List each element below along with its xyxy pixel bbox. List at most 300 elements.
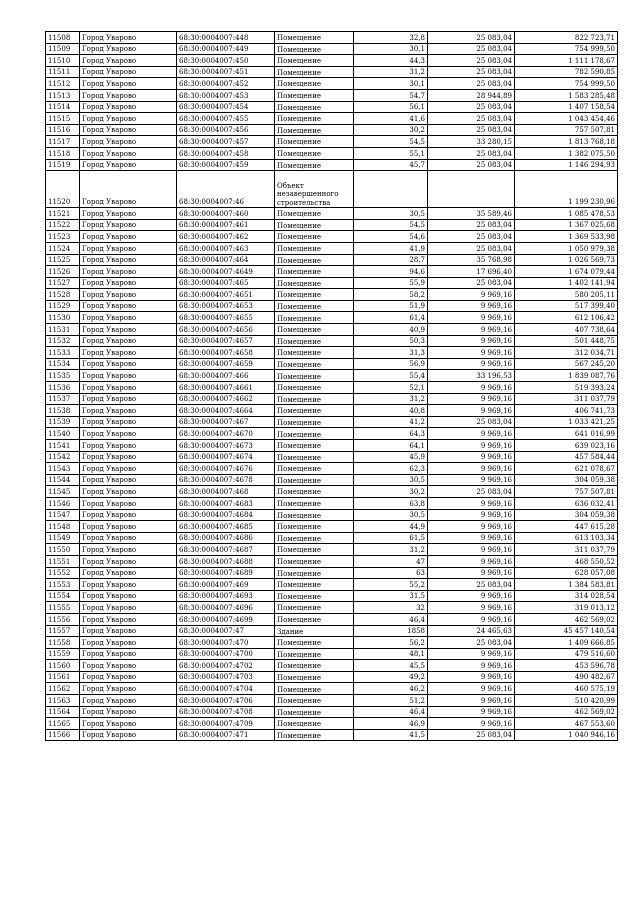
table-row xyxy=(46,347,618,359)
object-type-cell: Помещение xyxy=(275,335,354,347)
cadastral-number-cell: 68:30:0004007:454 xyxy=(177,101,275,113)
cadastral-value-cell: 567 245,20 xyxy=(515,358,618,370)
object-type-cell: Помещение xyxy=(275,113,354,125)
object-type-cell: Помещение xyxy=(275,463,354,475)
cadastral-number-cell: 68:30:0004007:469 xyxy=(177,579,275,591)
cadastral-number-cell: 68:30:0004007:459 xyxy=(177,159,275,171)
object-type-cell: Помещение xyxy=(275,590,354,602)
cadastral-value-cell: 304 059,38 xyxy=(515,474,618,486)
area-cell: 94,6 xyxy=(354,266,428,278)
table-row xyxy=(46,113,618,125)
row-number-cell: 11557 xyxy=(46,625,80,637)
cadastral-number-cell: 68:30:0004007:4664 xyxy=(177,405,275,417)
row-number-cell: 11523 xyxy=(46,231,80,243)
city-cell: Город Уварово xyxy=(80,254,177,266)
area-cell: 45,7 xyxy=(354,159,428,171)
cadastral-value-cell: 1 813 768,18 xyxy=(515,136,618,148)
area-cell: 30,1 xyxy=(354,43,428,55)
table-row xyxy=(46,625,618,637)
table-row xyxy=(46,637,618,649)
table-row xyxy=(46,521,618,533)
table-row xyxy=(46,370,618,382)
table-row xyxy=(46,147,618,159)
specific-value-cell: 9 969,16 xyxy=(428,428,515,440)
specific-value-cell: 9 969,16 xyxy=(428,602,515,614)
specific-value-cell: 25 083,04 xyxy=(428,113,515,125)
row-number-cell: 11535 xyxy=(46,370,80,382)
table-row xyxy=(46,451,618,463)
area-cell: 30,5 xyxy=(354,208,428,220)
area-cell xyxy=(354,171,428,208)
city-cell: Город Уварово xyxy=(80,266,177,278)
city-cell: Город Уварово xyxy=(80,660,177,672)
cadastral-number-cell: 68:30:0004007:4659 xyxy=(177,358,275,370)
cadastral-number-cell: 68:30:0004007:4662 xyxy=(177,393,275,405)
row-number-cell: 11524 xyxy=(46,242,80,254)
area-cell: 46,2 xyxy=(354,683,428,695)
object-type-cell: Помещение xyxy=(275,695,354,707)
area-cell: 31,5 xyxy=(354,590,428,602)
area-cell: 64,3 xyxy=(354,428,428,440)
specific-value-cell: 24 465,63 xyxy=(428,625,515,637)
area-cell: 40,8 xyxy=(354,405,428,417)
city-cell: Город Уварово xyxy=(80,393,177,405)
area-cell: 63,8 xyxy=(354,497,428,509)
row-number-cell: 11522 xyxy=(46,219,80,231)
area-cell: 41,9 xyxy=(354,242,428,254)
area-cell: 46,9 xyxy=(354,718,428,730)
cadastral-value-cell: 621 078,67 xyxy=(515,463,618,475)
area-cell: 62,3 xyxy=(354,463,428,475)
specific-value-cell: 9 969,16 xyxy=(428,324,515,336)
table-row xyxy=(46,208,618,220)
object-type-cell: Помещение xyxy=(275,683,354,695)
area-cell: 54,7 xyxy=(354,89,428,101)
row-number-cell: 11528 xyxy=(46,289,80,301)
row-number-cell: 11517 xyxy=(46,136,80,148)
cadastral-value-cell: 314 028,54 xyxy=(515,590,618,602)
cadastral-value-cell: 1 407 158,54 xyxy=(515,101,618,113)
cadastral-number-cell: 68:30:0004007:4674 xyxy=(177,451,275,463)
object-type-cell: Помещение xyxy=(275,242,354,254)
area-cell: 61,4 xyxy=(354,312,428,324)
area-cell: 30,1 xyxy=(354,78,428,90)
cadastral-number-cell: 68:30:0004007:4653 xyxy=(177,300,275,312)
area-cell: 56,9 xyxy=(354,358,428,370)
city-cell: Город Уварово xyxy=(80,695,177,707)
object-type-cell: Помещение xyxy=(275,147,354,159)
cadastral-value-cell: 312 034,71 xyxy=(515,347,618,359)
object-type-cell: Помещение xyxy=(275,602,354,614)
city-cell: Город Уварово xyxy=(80,335,177,347)
specific-value-cell: 9 969,16 xyxy=(428,509,515,521)
object-type-cell: Помещение xyxy=(275,579,354,591)
row-number-cell: 11521 xyxy=(46,208,80,220)
object-type-cell: Помещение xyxy=(275,648,354,660)
cadastral-number-cell: 68:30:0004007:463 xyxy=(177,242,275,254)
area-cell: 32,8 xyxy=(354,32,428,44)
city-cell: Город Уварово xyxy=(80,242,177,254)
specific-value-cell: 25 083,04 xyxy=(428,729,515,741)
object-type-cell: Помещение xyxy=(275,347,354,359)
object-type-cell: Помещение xyxy=(275,159,354,171)
area-cell: 51,9 xyxy=(354,300,428,312)
cadastral-number-cell: 68:30:0004007:4693 xyxy=(177,590,275,602)
cadastral-number-cell: 68:30:0004007:466 xyxy=(177,370,275,382)
specific-value-cell: 25 083,04 xyxy=(428,43,515,55)
city-cell: Город Уварово xyxy=(80,136,177,148)
row-number-cell: 11514 xyxy=(46,101,80,113)
row-number-cell: 11551 xyxy=(46,555,80,567)
object-type-cell: Помещение xyxy=(275,555,354,567)
cadastral-number-cell: 68:30:0004007:4658 xyxy=(177,347,275,359)
row-number-cell: 11548 xyxy=(46,521,80,533)
cadastral-value-cell: 311 037,79 xyxy=(515,393,618,405)
object-type-cell: Помещение xyxy=(275,521,354,533)
city-cell: Город Уварово xyxy=(80,312,177,324)
table-row xyxy=(46,242,618,254)
object-type-cell: Помещение xyxy=(275,393,354,405)
row-number-cell: 11515 xyxy=(46,113,80,125)
city-cell: Город Уварово xyxy=(80,451,177,463)
row-number-cell: 11508 xyxy=(46,32,80,44)
specific-value-cell: 25 083,04 xyxy=(428,486,515,498)
cadastral-number-cell: 68:30:0004007:4676 xyxy=(177,463,275,475)
table-row xyxy=(46,289,618,301)
row-number-cell: 11561 xyxy=(46,671,80,683)
cadastral-value-cell: 1 199 230,96 xyxy=(515,171,618,208)
specific-value-cell: 9 969,16 xyxy=(428,289,515,301)
cadastral-number-cell: 68:30:0004007:456 xyxy=(177,124,275,136)
cadastral-value-cell: 447 615,28 xyxy=(515,521,618,533)
area-cell: 30,2 xyxy=(354,486,428,498)
cadastral-value-cell: 467 553,60 xyxy=(515,718,618,730)
city-cell: Город Уварово xyxy=(80,147,177,159)
area-cell: 46,4 xyxy=(354,613,428,625)
cadastral-value-cell: 636 032,41 xyxy=(515,497,618,509)
object-type-cell: Помещение xyxy=(275,729,354,741)
city-cell: Город Уварово xyxy=(80,683,177,695)
city-cell: Город Уварово xyxy=(80,219,177,231)
specific-value-cell: 9 969,16 xyxy=(428,405,515,417)
table-row xyxy=(46,358,618,370)
cadastral-number-cell: 68:30:0004007:470 xyxy=(177,637,275,649)
area-cell: 44,9 xyxy=(354,521,428,533)
cadastral-number-cell: 68:30:0004007:458 xyxy=(177,147,275,159)
row-number-cell: 11509 xyxy=(46,43,80,55)
table-row xyxy=(46,671,618,683)
area-cell: 54,6 xyxy=(354,231,428,243)
object-type-cell: Помещение xyxy=(275,289,354,301)
specific-value-cell: 17 696,40 xyxy=(428,266,515,278)
specific-value-cell: 9 969,16 xyxy=(428,648,515,660)
specific-value-cell: 25 083,04 xyxy=(428,66,515,78)
city-cell: Город Уварово xyxy=(80,101,177,113)
row-number-cell: 11558 xyxy=(46,637,80,649)
row-number-cell: 11542 xyxy=(46,451,80,463)
table-row xyxy=(46,683,618,695)
area-cell: 58,2 xyxy=(354,289,428,301)
city-cell: Город Уварово xyxy=(80,55,177,67)
object-type-cell: Помещение xyxy=(275,532,354,544)
area-cell: 30,2 xyxy=(354,124,428,136)
specific-value-cell: 9 969,16 xyxy=(428,474,515,486)
table-row xyxy=(46,277,618,289)
cadastral-value-cell: 1 033 421,25 xyxy=(515,416,618,428)
object-type-cell: Помещение xyxy=(275,101,354,113)
specific-value-cell: 9 969,16 xyxy=(428,463,515,475)
object-type-cell: Помещение xyxy=(275,428,354,440)
table-row xyxy=(46,706,618,718)
object-type-cell: Помещение xyxy=(275,89,354,101)
table-row xyxy=(46,497,618,509)
area-cell: 31,3 xyxy=(354,347,428,359)
area-cell: 30,5 xyxy=(354,509,428,521)
row-number-cell: 11541 xyxy=(46,440,80,452)
area-cell: 41,2 xyxy=(354,416,428,428)
object-type-cell: Здание xyxy=(275,625,354,637)
cadastral-number-cell: 68:30:0004007:47 xyxy=(177,625,275,637)
table-row xyxy=(46,101,618,113)
object-type-cell: Помещение xyxy=(275,451,354,463)
area-cell: 41,6 xyxy=(354,113,428,125)
area-cell: 31,2 xyxy=(354,393,428,405)
cadastral-number-cell: 68:30:0004007:455 xyxy=(177,113,275,125)
object-type-cell: Помещение xyxy=(275,124,354,136)
area-cell: 31,2 xyxy=(354,544,428,556)
specific-value-cell: 25 083,04 xyxy=(428,219,515,231)
cadastral-number-cell: 68:30:0004007:462 xyxy=(177,231,275,243)
city-cell: Город Уварово xyxy=(80,89,177,101)
area-cell: 48,1 xyxy=(354,648,428,660)
cadastral-number-cell: 68:30:0004007:4699 xyxy=(177,613,275,625)
row-number-cell: 11526 xyxy=(46,266,80,278)
cadastral-number-cell: 68:30:0004007:460 xyxy=(177,208,275,220)
object-type-cell: Помещение xyxy=(275,78,354,90)
cadastral-number-cell: 68:30:0004007:4688 xyxy=(177,555,275,567)
cadastral-value-cell: 1 367 025,68 xyxy=(515,219,618,231)
city-cell: Город Уварово xyxy=(80,171,177,208)
cadastral-number-cell: 68:30:0004007:4670 xyxy=(177,428,275,440)
specific-value-cell: 9 969,16 xyxy=(428,671,515,683)
area-cell: 56,2 xyxy=(354,637,428,649)
city-cell: Город Уварово xyxy=(80,671,177,683)
cadastral-number-cell: 68:30:0004007:453 xyxy=(177,89,275,101)
row-number-cell: 11518 xyxy=(46,147,80,159)
specific-value-cell: 9 969,16 xyxy=(428,706,515,718)
object-type-cell: Помещение xyxy=(275,474,354,486)
specific-value-cell: 9 969,16 xyxy=(428,695,515,707)
city-cell: Город Уварово xyxy=(80,509,177,521)
cadastral-value-cell: 462 569,02 xyxy=(515,613,618,625)
specific-value-cell: 33 280,15 xyxy=(428,136,515,148)
specific-value-cell: 9 969,16 xyxy=(428,555,515,567)
specific-value-cell: 9 969,16 xyxy=(428,440,515,452)
cadastral-value-cell: 612 106,42 xyxy=(515,312,618,324)
city-cell: Город Уварово xyxy=(80,358,177,370)
cadastral-value-cell: 782 590,85 xyxy=(515,66,618,78)
area-cell: 32 xyxy=(354,602,428,614)
city-cell: Город Уварово xyxy=(80,579,177,591)
city-cell: Город Уварово xyxy=(80,718,177,730)
cadastral-value-cell: 1 111 178,67 xyxy=(515,55,618,67)
cadastral-number-cell: 68:30:0004007:46 xyxy=(177,171,275,208)
table-row xyxy=(46,463,618,475)
row-number-cell: 11540 xyxy=(46,428,80,440)
cadastral-value-cell: 460 575,19 xyxy=(515,683,618,695)
city-cell: Город Уварово xyxy=(80,78,177,90)
row-number-cell: 11560 xyxy=(46,660,80,672)
cadastral-value-cell: 304 059,38 xyxy=(515,509,618,521)
area-cell: 52,1 xyxy=(354,382,428,394)
cadastral-value-cell: 754 999,50 xyxy=(515,78,618,90)
cadastral-value-cell: 1 583 285,48 xyxy=(515,89,618,101)
cadastral-number-cell: 68:30:0004007:450 xyxy=(177,55,275,67)
area-cell: 31,2 xyxy=(354,66,428,78)
area-cell: 54,5 xyxy=(354,219,428,231)
cadastral-value-cell: 479 516,60 xyxy=(515,648,618,660)
city-cell: Город Уварово xyxy=(80,567,177,579)
object-type-cell: Помещение xyxy=(275,660,354,672)
cadastral-value-cell: 319 013,12 xyxy=(515,602,618,614)
cadastral-number-cell: 68:30:0004007:4656 xyxy=(177,324,275,336)
specific-value-cell: 9 969,16 xyxy=(428,590,515,602)
cadastral-number-cell: 68:30:0004007:4702 xyxy=(177,660,275,672)
table-row xyxy=(46,66,618,78)
object-type-cell: Помещение xyxy=(275,136,354,148)
table-row xyxy=(46,254,618,266)
object-type-cell: Помещение xyxy=(275,231,354,243)
row-number-cell: 11536 xyxy=(46,382,80,394)
area-cell: 55,9 xyxy=(354,277,428,289)
area-cell: 56,1 xyxy=(354,101,428,113)
row-number-cell: 11552 xyxy=(46,567,80,579)
table-row xyxy=(46,78,618,90)
cadastral-value-cell: 613 103,34 xyxy=(515,532,618,544)
table-row xyxy=(46,660,618,672)
cadastral-value-cell: 757 507,81 xyxy=(515,486,618,498)
city-cell: Город Уварово xyxy=(80,521,177,533)
object-type-cell: Помещение xyxy=(275,405,354,417)
object-type-cell: Помещение xyxy=(275,208,354,220)
table-row xyxy=(46,648,618,660)
table-row xyxy=(46,55,618,67)
specific-value-cell xyxy=(428,171,515,208)
specific-value-cell: 9 969,16 xyxy=(428,347,515,359)
area-cell: 40,9 xyxy=(354,324,428,336)
row-number-cell: 11554 xyxy=(46,590,80,602)
object-type-cell: Помещение xyxy=(275,32,354,44)
city-cell: Город Уварово xyxy=(80,300,177,312)
object-type-cell: Помещение xyxy=(275,66,354,78)
city-cell: Город Уварово xyxy=(80,370,177,382)
city-cell: Город Уварово xyxy=(80,159,177,171)
cadastral-number-cell: 68:30:0004007:4684 xyxy=(177,509,275,521)
city-cell: Город Уварово xyxy=(80,289,177,301)
row-number-cell: 11565 xyxy=(46,718,80,730)
cadastral-number-cell: 68:30:0004007:448 xyxy=(177,32,275,44)
cadastral-value-cell: 462 569,02 xyxy=(515,706,618,718)
city-cell: Город Уварово xyxy=(80,474,177,486)
row-number-cell: 11527 xyxy=(46,277,80,289)
specific-value-cell: 28 944,89 xyxy=(428,89,515,101)
row-number-cell: 11555 xyxy=(46,602,80,614)
table-row xyxy=(46,136,618,148)
city-cell: Город Уварово xyxy=(80,324,177,336)
object-type-cell: Помещение xyxy=(275,254,354,266)
cadastral-value-cell: 519 393,24 xyxy=(515,382,618,394)
cadastral-number-cell: 68:30:0004007:461 xyxy=(177,219,275,231)
area-cell: 51,2 xyxy=(354,695,428,707)
object-type-cell: Помещение xyxy=(275,613,354,625)
cadastral-number-cell: 68:30:0004007:4649 xyxy=(177,266,275,278)
cadastral-number-cell: 68:30:0004007:471 xyxy=(177,729,275,741)
row-number-cell: 11562 xyxy=(46,683,80,695)
row-number-cell: 11520 xyxy=(46,171,80,208)
table-row xyxy=(46,416,618,428)
area-cell: 47 xyxy=(354,555,428,567)
specific-value-cell: 9 969,16 xyxy=(428,300,515,312)
cadastral-number-cell: 68:30:0004007:4708 xyxy=(177,706,275,718)
specific-value-cell: 9 969,16 xyxy=(428,532,515,544)
area-cell: 30,5 xyxy=(354,474,428,486)
specific-value-cell: 25 083,04 xyxy=(428,231,515,243)
area-cell: 45,5 xyxy=(354,660,428,672)
cadastral-value-cell: 1 369 533,98 xyxy=(515,231,618,243)
object-type-cell: Помещение xyxy=(275,718,354,730)
cadastral-number-cell: 68:30:0004007:4689 xyxy=(177,567,275,579)
table-row xyxy=(46,474,618,486)
city-cell: Город Уварово xyxy=(80,637,177,649)
object-type-cell: Помещение xyxy=(275,509,354,521)
city-cell: Город Уварово xyxy=(80,32,177,44)
specific-value-cell: 9 969,16 xyxy=(428,567,515,579)
specific-value-cell: 9 969,16 xyxy=(428,660,515,672)
table-row xyxy=(46,440,618,452)
city-cell: Город Уварово xyxy=(80,706,177,718)
object-type-cell: Помещение xyxy=(275,544,354,556)
row-number-cell: 11544 xyxy=(46,474,80,486)
row-number-cell: 11547 xyxy=(46,509,80,521)
specific-value-cell: 35 589,46 xyxy=(428,208,515,220)
row-number-cell: 11556 xyxy=(46,613,80,625)
specific-value-cell: 25 083,04 xyxy=(428,78,515,90)
row-number-cell: 11530 xyxy=(46,312,80,324)
object-type-cell: Помещение xyxy=(275,440,354,452)
city-cell: Город Уварово xyxy=(80,405,177,417)
row-number-cell: 11519 xyxy=(46,159,80,171)
specific-value-cell: 9 969,16 xyxy=(428,393,515,405)
object-type-cell: Помещение xyxy=(275,416,354,428)
city-cell: Город Уварово xyxy=(80,497,177,509)
city-cell: Город Уварово xyxy=(80,648,177,660)
object-type-cell: Помещение xyxy=(275,358,354,370)
table-row xyxy=(46,300,618,312)
cadastral-value-cell: 457 584,44 xyxy=(515,451,618,463)
specific-value-cell: 25 083,04 xyxy=(428,416,515,428)
area-cell: 49,2 xyxy=(354,671,428,683)
row-number-cell: 11516 xyxy=(46,124,80,136)
city-cell: Город Уварово xyxy=(80,347,177,359)
cadastral-value-cell: 311 037,79 xyxy=(515,544,618,556)
specific-value-cell: 25 083,04 xyxy=(428,277,515,289)
row-number-cell: 11512 xyxy=(46,78,80,90)
table-row xyxy=(46,312,618,324)
cadastral-value-cell: 1 384 583,81 xyxy=(515,579,618,591)
row-number-cell: 11537 xyxy=(46,393,80,405)
table-row xyxy=(46,613,618,625)
city-cell: Город Уварово xyxy=(80,277,177,289)
